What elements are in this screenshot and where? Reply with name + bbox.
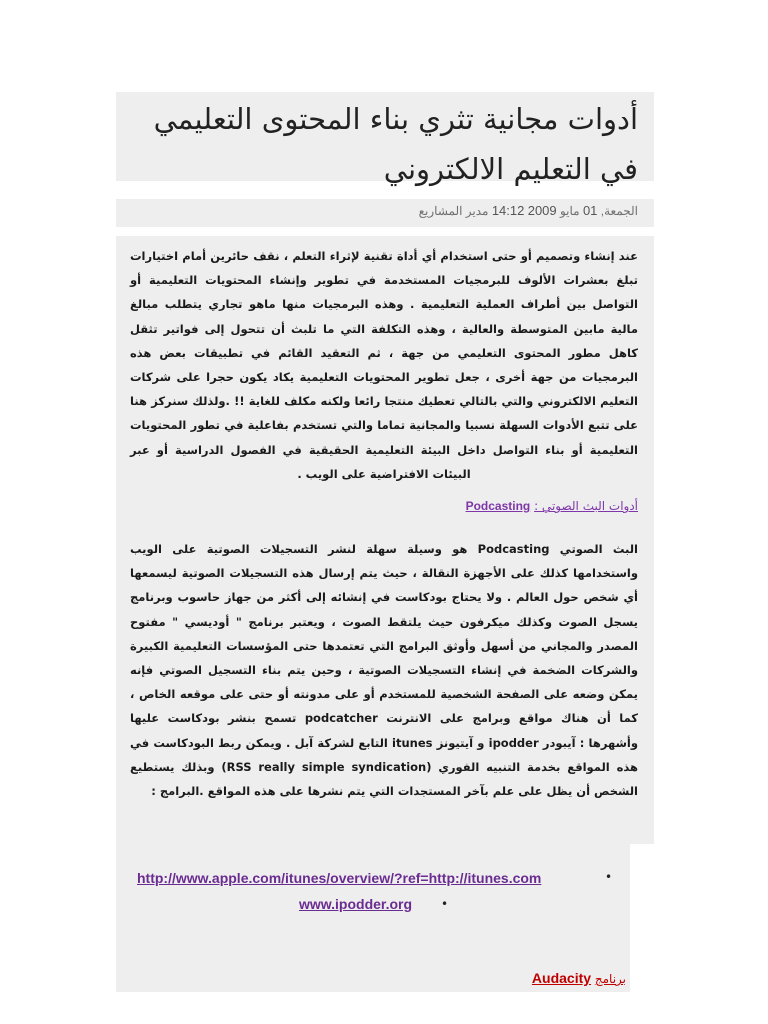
itunes-link[interactable]: http://www.apple.com/itunes/overview/?ref=http://itunes.com <box>137 870 542 886</box>
article-body <box>116 236 654 844</box>
meta-time: 14:12 <box>491 203 525 218</box>
podcast-paragraph: البث الصوتي Podcasting هو وسيلة سهلة لنشر التسجيلات الصوتية على الويب واستخدامها كذلك على الأجهزة النقالة ، حيث يتم إرسال هذه التسجيلات الصوتية ليسمعها أي شخص حول العالم . ولا يحتاج بودكاست في إنشائه إلى أكثر من جهاز حاسوب وبرنامج يسجل الصوت وكذلك ميكرفون حيث يلتقط الصوت ، ويعتبر برنامج " أوديسي " مفتوح المصدر والمجاني من أسهل وأوثق البرامج التي تعتمدها حتى المؤسسات التعليمية الكبيرة والشركات الضخمة في إنشاء التسجيلات الصوتية ، وحين يتم بناء التسجيل الصوتي فإنه يمكن وضعه على الصفحة الشخصية للمستخدم أو على مدونته أو حتى على موقعه الخاص ، كما أن هناك مواقع وبرامج على الانترنت podcatcher تسمح بنشر بودكاست عليها وأشهرها : آيبودر ipodder و آيتيونز itunes التابع لشركة آبل . ويمكن ربط البودكاست في هذه المواقع بخدمة التنبيه الفوري (RSS really simple syndication) وبذلك يستطيع الشخص أن يظل على علم بآخر المستجدات التي يتم نشرها على هذه المواقع .البرامج : <box>130 542 638 799</box>
bullet-icon: • <box>605 870 613 884</box>
article-meta-bar <box>116 199 654 227</box>
links-block <box>116 844 630 992</box>
program-name[interactable]: Audacity <box>531 970 592 986</box>
meta-year: 2009 <box>527 203 557 218</box>
ipodder-link[interactable]: www.ipodder.org <box>299 896 413 912</box>
link-row-ipodder <box>299 895 412 913</box>
article-title-block <box>116 92 654 186</box>
meta-month: مايو <box>559 204 580 218</box>
meta-day: الجمعة, <box>600 204 638 218</box>
meta-author: مدير المشاريع <box>418 204 489 218</box>
program-heading <box>532 968 630 989</box>
meta-date-day: 01 <box>582 203 598 218</box>
podcast-heading-arabic[interactable]: أدوات البث الصوتي : <box>534 499 638 514</box>
intro-paragraph: عند إنشاء وتصميم أو حتى استخدام أي أداة تقنية لإثراء التعلم ، نقف حائرين أمام اختيارات تبلغ بعشرات الألوف للبرمجيات المستخدمة في تطوير وإنشاء المحتويات التعليمية أو التواصل بين أطراف العملية التعليمية . وهذه البرمجيات منها ماهو تجاري يتطلب مبالغ مالية مابين المتوسطة والعالية ، وهذه التكلفة التي ما تلبث أن تتحول إلى فواتير تثقل كاهل مطور المحتوى التعليمي من جهة ، ثم التعقيد القائم في تطبيقات بعض هذه البرمجيات من جهة أخرى ، جعل تطوير المحتويات التعليمية يكاد يكون حجرا على شركات التعليم الالكتروني والتي بالتالي تعطيك منتجا رائعا ولكنه مكلف للغاية !! .ولذلك سنركز هنا على تتبع الأدوات السهلة نسبيا والمجانية تماما والتي تستخدم بفاعلية في تطور المحتويات التعليمية أو بناء التواصل داخل البيئة التعليمية الحقيقية في الفصول الدراسية أو عبر البيئات الافتراضية على الويب . <box>130 249 638 481</box>
link-row-itunes <box>137 869 541 887</box>
podcast-heading-english[interactable]: Podcasting <box>465 499 531 514</box>
article-meta <box>116 199 654 220</box>
program-label: برنامج <box>594 972 626 986</box>
article-title: أدوات مجانية تثري بناء المحتوى التعليمي في التعليم الالكتروني <box>153 102 638 186</box>
podcast-heading[interactable] <box>116 486 654 535</box>
bullet-icon: • <box>441 897 449 911</box>
